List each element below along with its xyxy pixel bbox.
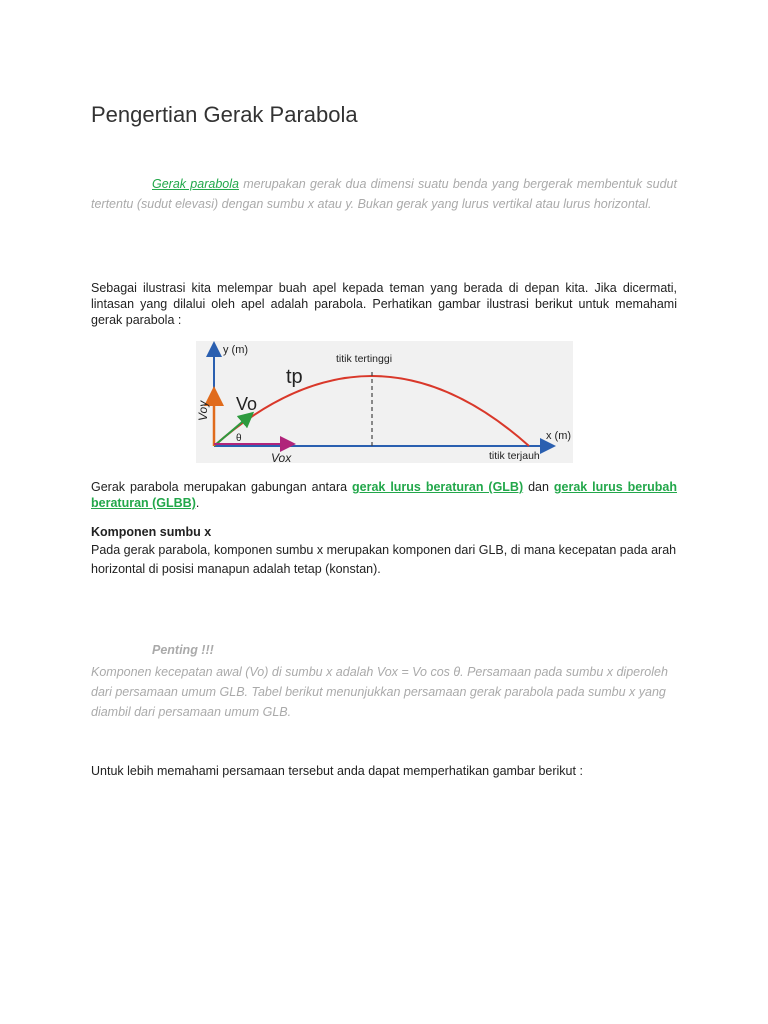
penting-paragraph: Komponen kecepatan awal (Vo) di sumbu x adalah Vox = Vo cos θ. Persamaan pada sumbu x diperoleh dari persamaan umum GLB. Tabel berikut menunjukkan persamaan gerak parabola pada sumbu x yang diambil dari persamaan umum GLB. (91, 665, 668, 719)
combination-text-1: Gerak parabola merupakan gabungan antara (91, 480, 353, 494)
komponen-x-heading: Komponen sumbu x (91, 525, 212, 539)
parabola-figure (196, 341, 573, 463)
gerak-parabola-link[interactable]: Gerak parabola (152, 177, 239, 191)
page-title: Pengertian Gerak Parabola (91, 102, 358, 127)
combination-paragraph (91, 479, 677, 511)
theta-label: θ (236, 433, 242, 444)
far-label: titik terjauh (489, 450, 540, 462)
vo-arrow (214, 417, 248, 446)
glb-link[interactable]: gerak lurus beraturan (GLB) (352, 480, 524, 494)
intro-text: merupakan gerak dua dimensi suatu benda yang bergerak membentuk sudut tertentu (sudut elevasi) dengan sumbu x atau y. Bukan gerak yang lurus vertikal atau lurus horizontal. (91, 177, 677, 211)
peak-label: titik tertinggi (336, 353, 393, 365)
vox-label: Vox (271, 451, 292, 463)
illustration-paragraph: Sebagai ilustrasi kita melempar buah apel kepada teman yang berada di depan kita. Jika dicermati, lintasan yang dilalui oleh apel adalah parabola. Perhatikan gambar ilustrasi berikut untuk memahami gerak parabola : (91, 281, 677, 327)
parabola-diagram (196, 341, 573, 463)
y-axis-label: y (m) (223, 344, 249, 356)
intro-paragraph (91, 174, 677, 214)
vo-label: Vo (236, 394, 258, 414)
closing-paragraph: Untuk lebih memahami persamaan tersebut anda dapat memperhatikan gambar berikut : (91, 764, 583, 778)
komponen-x-paragraph: Pada gerak parabola, komponen sumbu x merupakan komponen dari GLB, di mana kecepatan pada arah horizontal di posisi manapun adalah tetap (konstan). (91, 543, 677, 576)
voy-label: Voy (196, 400, 210, 421)
glbb-link[interactable]: gerak lurus berubah beraturan (GLBB) (91, 480, 677, 510)
combination-text-2: dan (523, 480, 554, 494)
combination-text-3: . (195, 496, 200, 510)
penting-label: Penting !!! (152, 643, 214, 657)
x-axis-label: x (m) (546, 430, 572, 442)
tp-label: tp (286, 366, 303, 388)
